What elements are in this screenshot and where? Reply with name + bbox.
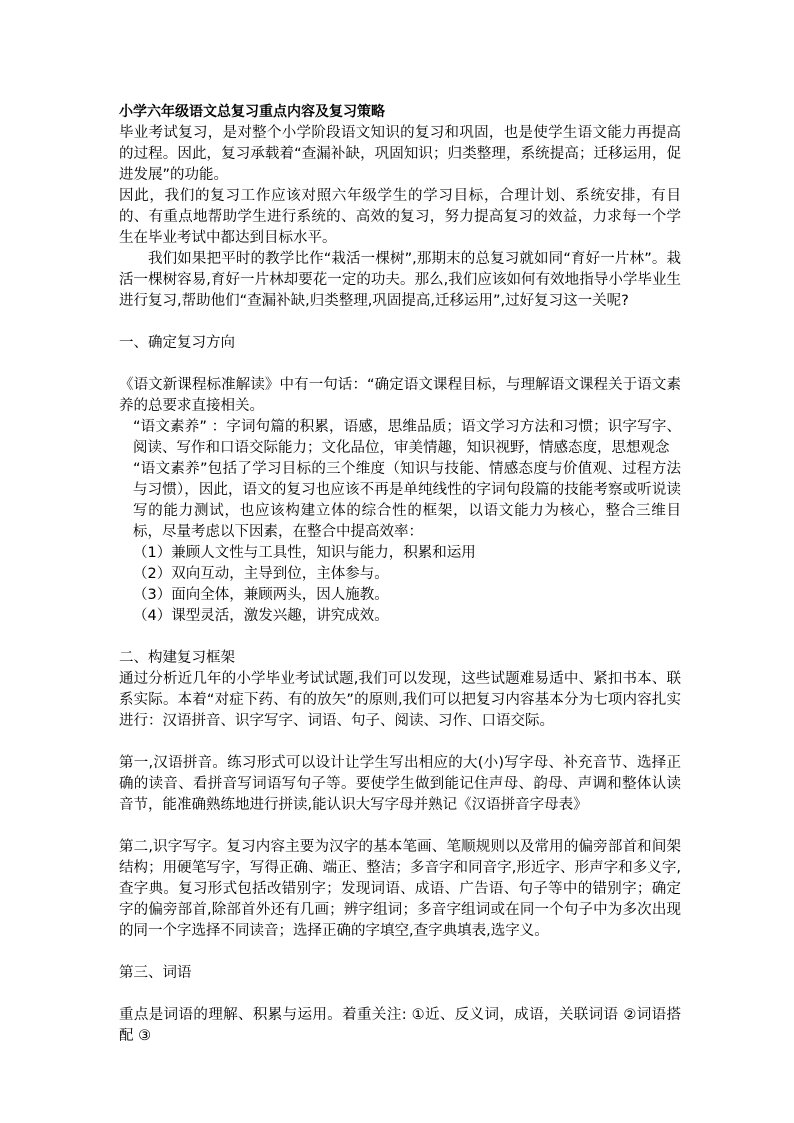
document-body [119, 102, 681, 1047]
spacer [119, 627, 681, 648]
list-item: （1）兼顾人文性与工具性，知识与能力，积累和运用 [133, 545, 476, 561]
part3-paragraph: 重点是词语的理解、积累与运用。着重关注: ①近、反义词，成语，关联词语 ②词语搭配 ③ [119, 1007, 681, 1044]
part3-heading: 第三、词语 [119, 965, 192, 981]
section-heading-framework: 二、构建复习框架 [119, 650, 235, 666]
spacer [119, 816, 681, 837]
spacer [119, 732, 681, 753]
section1-paragraph-1: 《语文新课程标准解读》中有一句话：“确定语文课程目标，与理解语文课程关于语文素养的总要求直接相关。 [119, 377, 681, 414]
section1-paragraph-3: “语文素养”包括了学习目标的三个维度（知识与技能、情感态度与价值观、过程方法与习惯），因此，语文的复习也应该不再是单纯线性的字词句段篇的技能考察或听说读写的能力测试，也应该构建立体的综合性的框架，以语文能力为核心，整合三维目标，尽量考虑以下因素，在整合中提高效率： [133, 461, 681, 540]
spacer [119, 942, 681, 963]
spacer [119, 984, 681, 1005]
section2-paragraph: 通过分析近几年的小学毕业考试试题,我们可以发现，这些试题难易适中、紧扣书本、联系实际。本着“对症下药、有的放矢”的原则,我们可以把复习内容基本分为七项内容扎实进行：汉语拼音、识字写字、词语、句子、阅读、习作、口语交际。 [119, 671, 681, 729]
part1-pinyin: 第一,汉语拼音。练习形式可以设计让学生写出相应的大(小)写字母、补充音节、选择正确的读音、看拼音写词语写句子等。要使学生做到能记住声母、韵母、声调和整体认读音节，能准确熟练地进行拼读,能认识大写字母并熟记《汉语拼音字母表》 [119, 755, 681, 813]
intro-paragraph-1: 毕业考试复习，是对整个小学阶段语文知识的复习和巩固，也是使学生语文能力再提高的过程。因此，复习承载着“查漏补缺，巩固知识；归类整理，系统提高；迁移运用，促进发展”的功能。 [119, 125, 681, 183]
section-heading-direction: 一、确定复习方向 [119, 335, 235, 351]
intro-paragraph-2: 因此，我们的复习工作应该对照六年级学生的学习目标，合理计划、系统安排，有目的、有重点地帮助学生进行系统的、高效的复习，努力提高复习的效益，力求每一个学生在毕业考试中都达到目标水平。 [119, 188, 681, 246]
list-item: （3）面向全体，兼顾两头，因人施教。 [133, 587, 389, 603]
document-title: 小学六年级语文总复习重点内容及复习策略 [119, 104, 385, 120]
section1-paragraph-2: “语文素养” ：字词句篇的积累，语感，思维品质；语文学习方法和习惯；识字写字、阅读、写作和口语交际能力；文化品位，审美情趣，知识视野，情感态度，思想观念 [133, 419, 681, 456]
part2-characters: 第二,识字写字。复习内容主要为汉字的基本笔画、笔顺规则以及常用的偏旁部首和间架结构；用硬笔写字，写得正确、端正、整洁；多音字和同音字,形近字、形声字和多义字,查字典。复习形式包括改错别字；发现词语、成语、广告语、句子等中的错别字；确定字的偏旁部首,除部首外还有几画；辨字组词；多音字组词或在同一个句子中为多次出现的同一个字选择不同读音；选择正确的字填空,查字典填表,选字义。 [119, 839, 681, 939]
spacer [119, 354, 681, 375]
list-item: （2）双向互动，主导到位，主体参与。 [133, 566, 389, 582]
intro-paragraph-3: 我们如果把平时的教学比作“栽活一棵树”,那期末的总复习就如同“育好一片林”。栽活一棵树容易,育好一片林却要花一定的功夫。那么,我们应该如何有效地指导小学毕业生进行复习,帮助他们“查漏补缺,归类整理,巩固提高,迁移运用”,过好复习这一关呢? [119, 251, 681, 309]
spacer [119, 312, 681, 333]
list-item: （4）课型灵活，激发兴趣，讲究成效。 [133, 608, 389, 624]
